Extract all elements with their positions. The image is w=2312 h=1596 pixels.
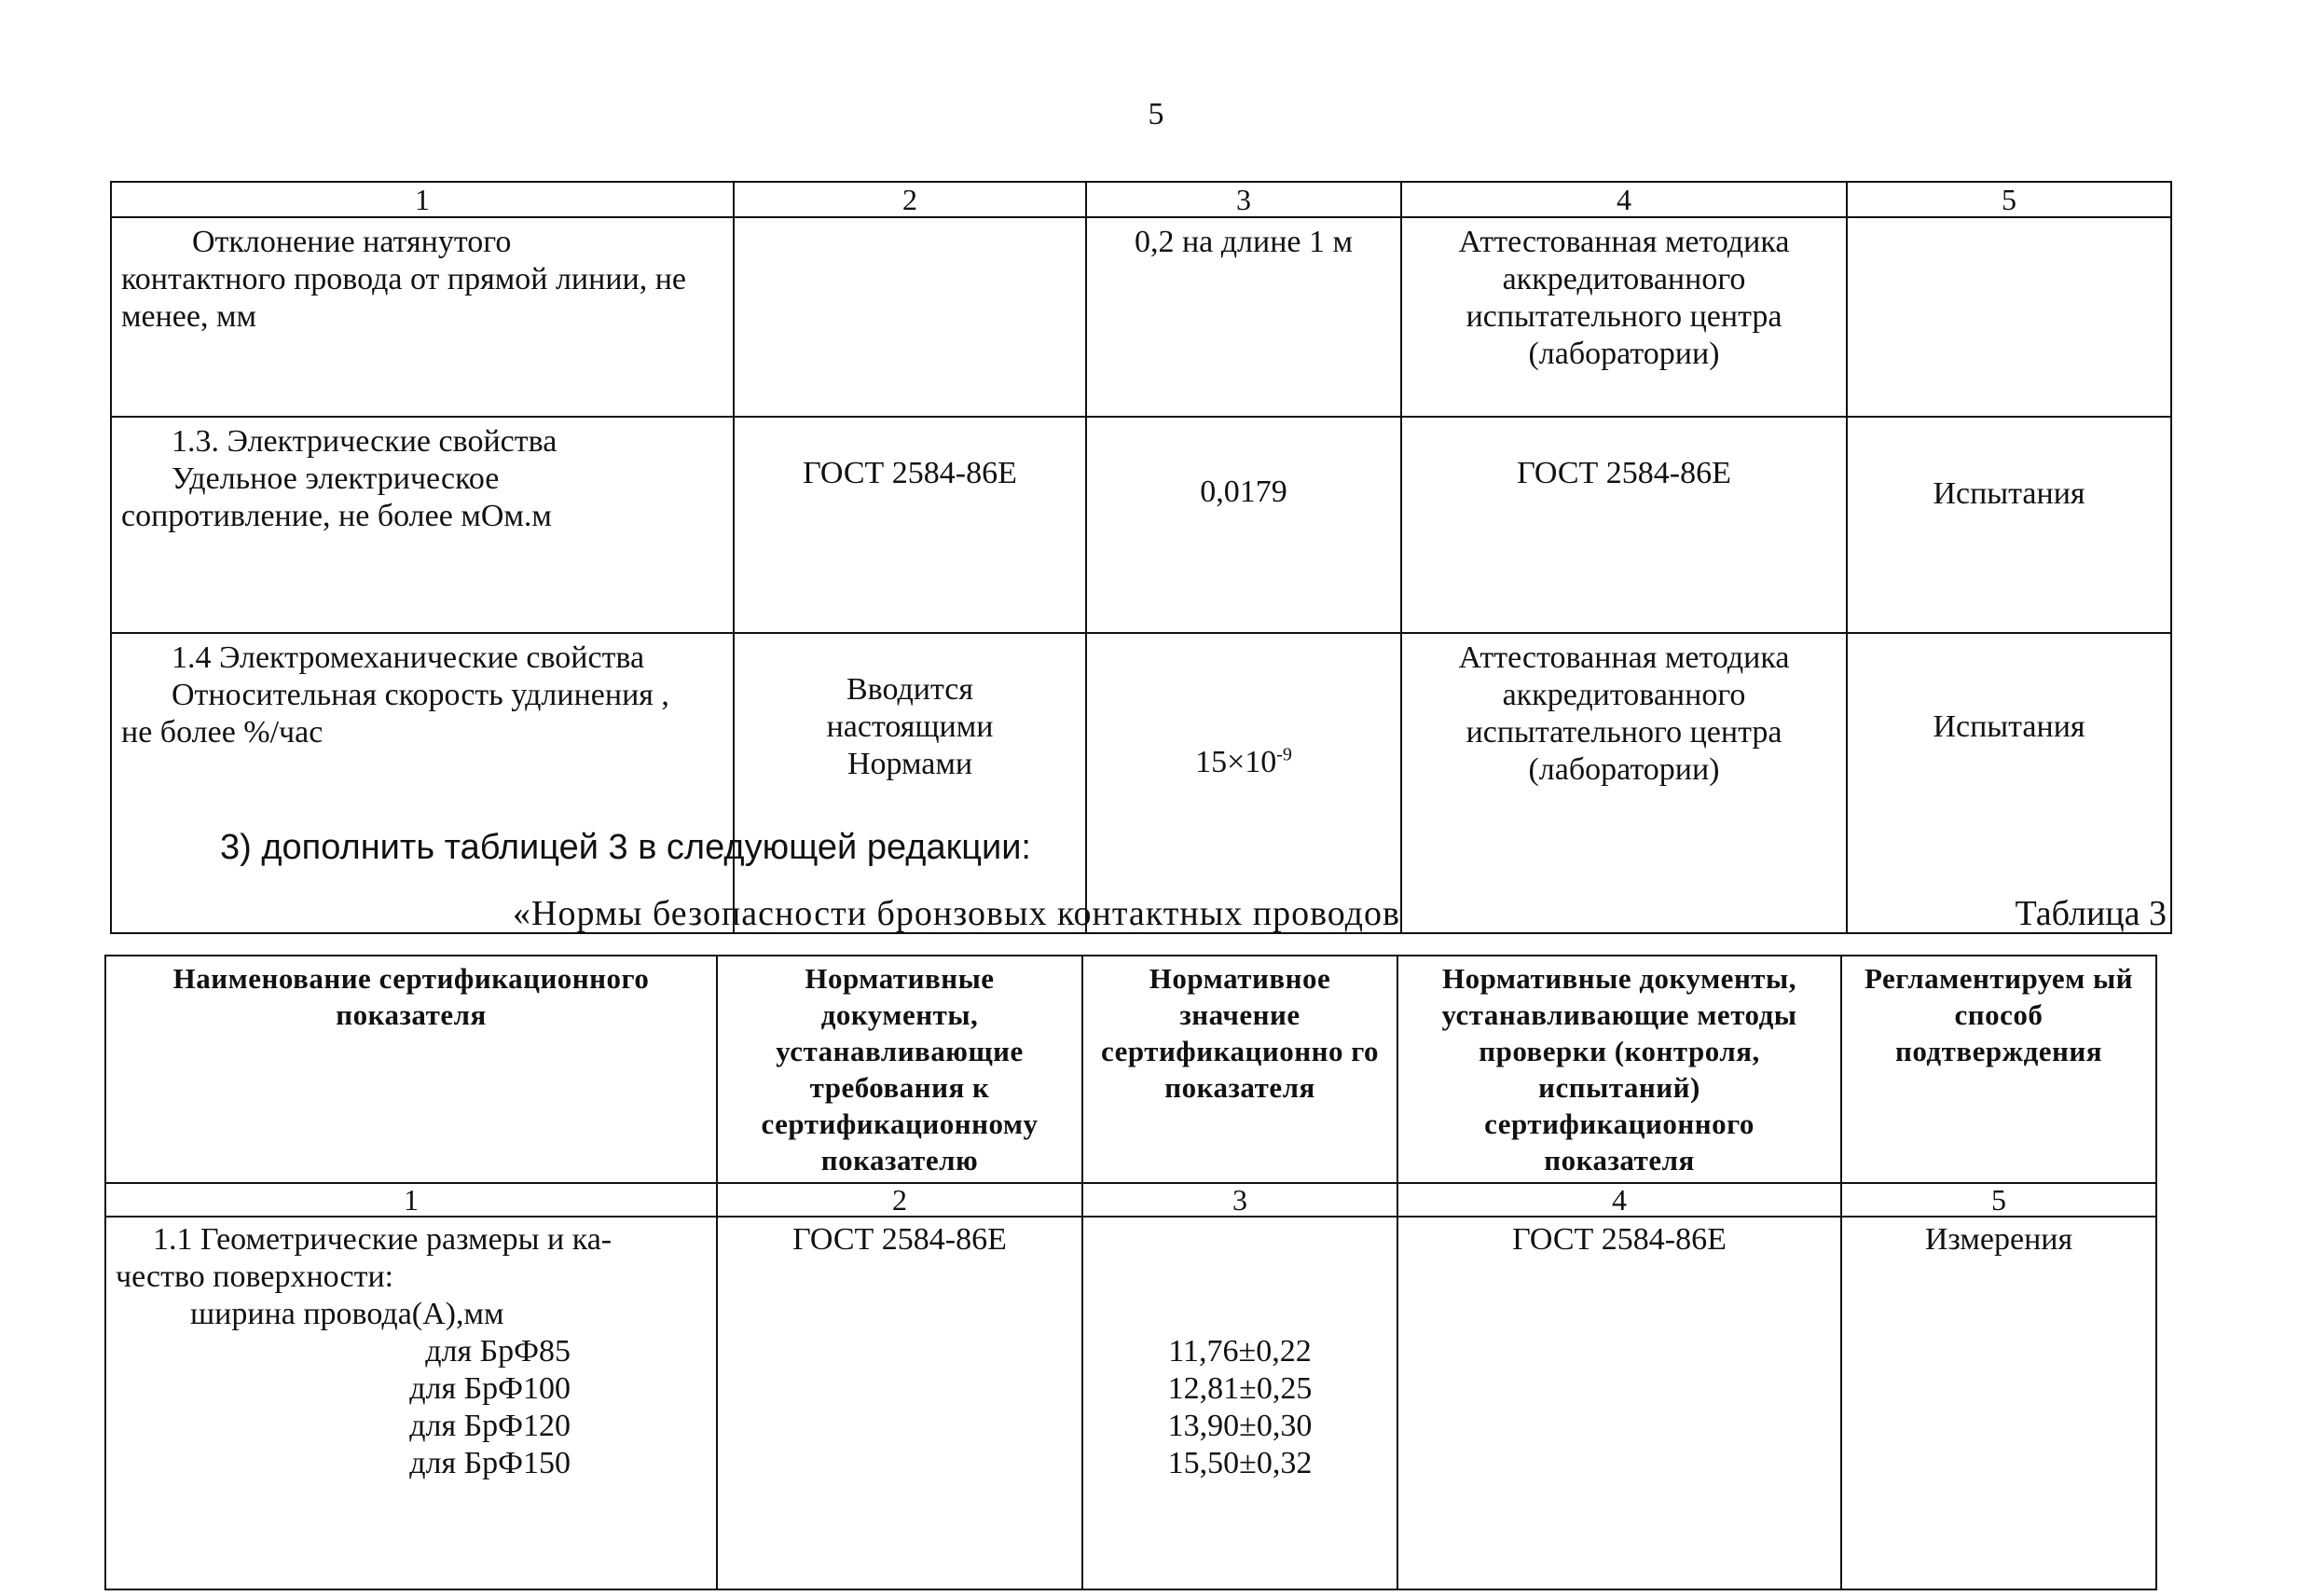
table-label: Таблица 3 <box>2015 894 2167 933</box>
indicator-cell: 1.4 Электромеханические свойства Относительная скорость удлинения , не более %/час <box>111 633 734 933</box>
column-number: 5 <box>1841 1183 2156 1217</box>
normative-doc-cell: ГОСТ 2584-86Е <box>734 417 1086 633</box>
value-cell: 0,0179 <box>1086 417 1401 633</box>
column-header: Нормативные документы, устанавливающие требования к сертификационному показателю <box>717 956 1082 1183</box>
amendment-text: 3) дополнить таблицей 3 в следующей редакции: <box>220 828 1031 867</box>
normative-doc-cell: Вводится настоящими Нормами <box>734 633 1086 933</box>
method-doc-cell: Аттестованная методика аккредитованного испытательного центра (лаборатории) <box>1401 217 1847 417</box>
column-number: 4 <box>1401 182 1847 217</box>
value-cell: 0,2 на длине 1 м <box>1086 217 1401 417</box>
column-header: Регламентируем ый способ подтверждения <box>1841 956 2156 1183</box>
column-number: 3 <box>1082 1183 1397 1217</box>
method-doc-cell: ГОСТ 2584-86Е <box>1401 417 1847 633</box>
table-title: «Нормы безопасности бронзовых контактных проводов <box>513 894 1400 933</box>
indicator-cell: Отклонение натянутого контактного провода от прямой линии, не менее, мм <box>111 217 734 417</box>
column-number-row <box>111 182 2171 217</box>
indicator-cell: 1.1 Геометрические размеры и ка- чество поверхности: ширина провода(А),мм для БрФ85 для БрФ100 для БрФ120 для БрФ150 <box>105 1217 717 1589</box>
column-number: 2 <box>734 182 1086 217</box>
indicator-cell: 1.3. Электрические свойства Удельное электрическое сопротивление, не более мОм.м <box>111 417 734 633</box>
table-row <box>105 1217 2156 1589</box>
table-row <box>111 417 2171 633</box>
table-row <box>111 217 2171 417</box>
column-number: 4 <box>1397 1183 1841 1217</box>
column-number: 1 <box>105 1183 717 1217</box>
confirmation-cell: Испытания <box>1847 633 2171 933</box>
column-number-row <box>105 1183 2156 1217</box>
safety-norms-table <box>104 955 2157 1590</box>
column-header: Нормативные документы, устанавливающие методы проверки (контроля, испытаний) сертификационного показателя <box>1397 956 1841 1183</box>
value-cell: $15\times 10^{-9}$ <box>1086 633 1401 933</box>
value-cell: 11,76±0,22 12,81±0,25 13,90±0,30 15,50±0,32 <box>1082 1217 1397 1589</box>
confirmation-cell <box>1847 217 2171 417</box>
confirmation-cell: Испытания <box>1847 417 2171 633</box>
column-header: Наименование сертификационного показателя <box>105 956 717 1183</box>
method-doc-cell: ГОСТ 2584-86Е <box>1397 1217 1841 1589</box>
column-number: 5 <box>1847 182 2171 217</box>
method-doc-cell: Аттестованная методика аккредитованного испытательного центра (лаборатории) <box>1401 633 1847 933</box>
column-number: 1 <box>111 182 734 217</box>
column-number: 3 <box>1086 182 1401 217</box>
normative-doc-cell <box>734 217 1086 417</box>
page-number: 5 <box>1148 97 1164 131</box>
column-number: 2 <box>717 1183 1082 1217</box>
normative-doc-cell: ГОСТ 2584-86Е <box>717 1217 1082 1589</box>
column-header: Нормативное значение сертификационно го показателя <box>1082 956 1397 1183</box>
confirmation-cell: Измерения <box>1841 1217 2156 1589</box>
table-row <box>111 633 2171 933</box>
header-row <box>105 956 2156 1183</box>
continuation-table <box>110 181 2172 934</box>
exponent: -9 <box>1276 744 1292 765</box>
